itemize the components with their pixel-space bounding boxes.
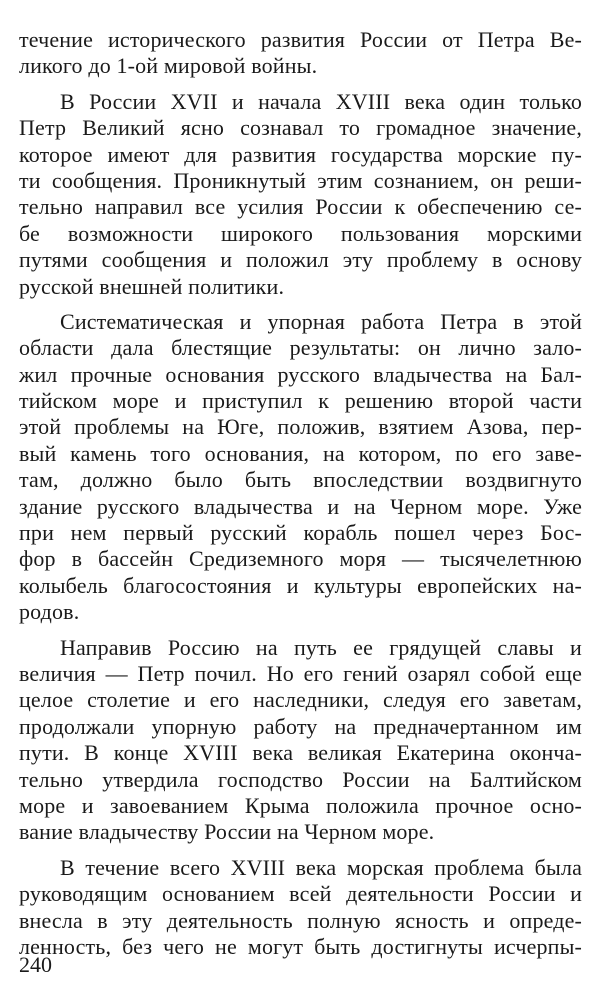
text-line: внесла в эту деятельность полную ясность и опреде- [19, 907, 582, 933]
text-line: ленность, без чего не могут быть достигнуты исчерпы- [19, 933, 582, 959]
text-line: пути. В конце XVIII века великая Екатерина оконча- [19, 740, 582, 766]
page-number: 240 [19, 952, 52, 977]
text-line: фор в бассейн Средиземного моря — тысячелетнюю [19, 546, 582, 572]
text-line: величия — Петр почил. Но его гений озарял собой еще [19, 660, 582, 686]
text-line: русской внешней политики. [19, 273, 285, 299]
text-line: Петр Великий ясно сознавал то громадное значение, [19, 115, 582, 141]
text-line: целое столетие и его наследники, следуя его заветам, [19, 687, 582, 713]
text-line: этой проблемы на Юге, положив, взятием Азова, пер- [19, 414, 582, 440]
text-line: бе возможности широкого пользования морскими [19, 220, 582, 246]
page-body [19, 27, 582, 969]
paragraph-4 [19, 635, 582, 846]
paragraph-3 [19, 309, 582, 626]
paragraph-1 [19, 27, 582, 80]
text-line: путями сообщения и положил эту проблему в основу [19, 247, 582, 273]
text-line: жил прочные основания русского владычества на Бал- [19, 361, 582, 387]
text-line: вый камень того основания, на котором, по его заве- [19, 440, 582, 466]
text-line: области дала блестящие результаты: он лично зало- [19, 335, 582, 361]
text-line: вание владычеству России на Черном море. [19, 819, 435, 845]
text-line: В России XVII и начала XVIII века один только [60, 88, 582, 114]
text-line: В течение всего XVIII века морская проблема была [60, 854, 582, 880]
text-line: тельно направил все усилия России к обеспечению се- [19, 194, 582, 220]
text-line: Систематическая и упорная работа Петра в этой [60, 308, 582, 334]
paragraph-2 [19, 89, 582, 300]
text-line: продолжали упорную работу на предначертанном им [19, 713, 582, 739]
text-line: ти сообщения. Проникнутый этим сознанием, он реши- [19, 167, 582, 193]
text-line: при нем первый русский корабль пошел через Бос- [19, 520, 582, 546]
text-line: там, должно было быть впоследствии воздвигнуто [19, 467, 582, 493]
text-line: тельно утвердила господство России на Балтийском [19, 766, 582, 792]
text-line: тийском море и приступил к решению второй части [19, 388, 582, 414]
text-line: руководящим основанием всей деятельности России и [19, 881, 582, 907]
text-line: течение исторического развития России от Петра Ве- [19, 27, 582, 52]
text-line: колыбель благосостояния и культуры европейских на- [19, 572, 582, 598]
text-line: море и завоеванием Крыма положила прочное осно- [19, 792, 582, 818]
text-line: ликого до 1-ой мировой войны. [19, 53, 318, 79]
paragraph-5 [19, 855, 582, 961]
text-line: здание русского владычества и на Черном море. Уже [19, 493, 582, 519]
text-line: родов. [19, 599, 80, 625]
text-line: которое имеют для развития государства морские пу- [19, 141, 582, 167]
text-line: Направив Россию на путь ее грядущей славы и [60, 634, 582, 660]
